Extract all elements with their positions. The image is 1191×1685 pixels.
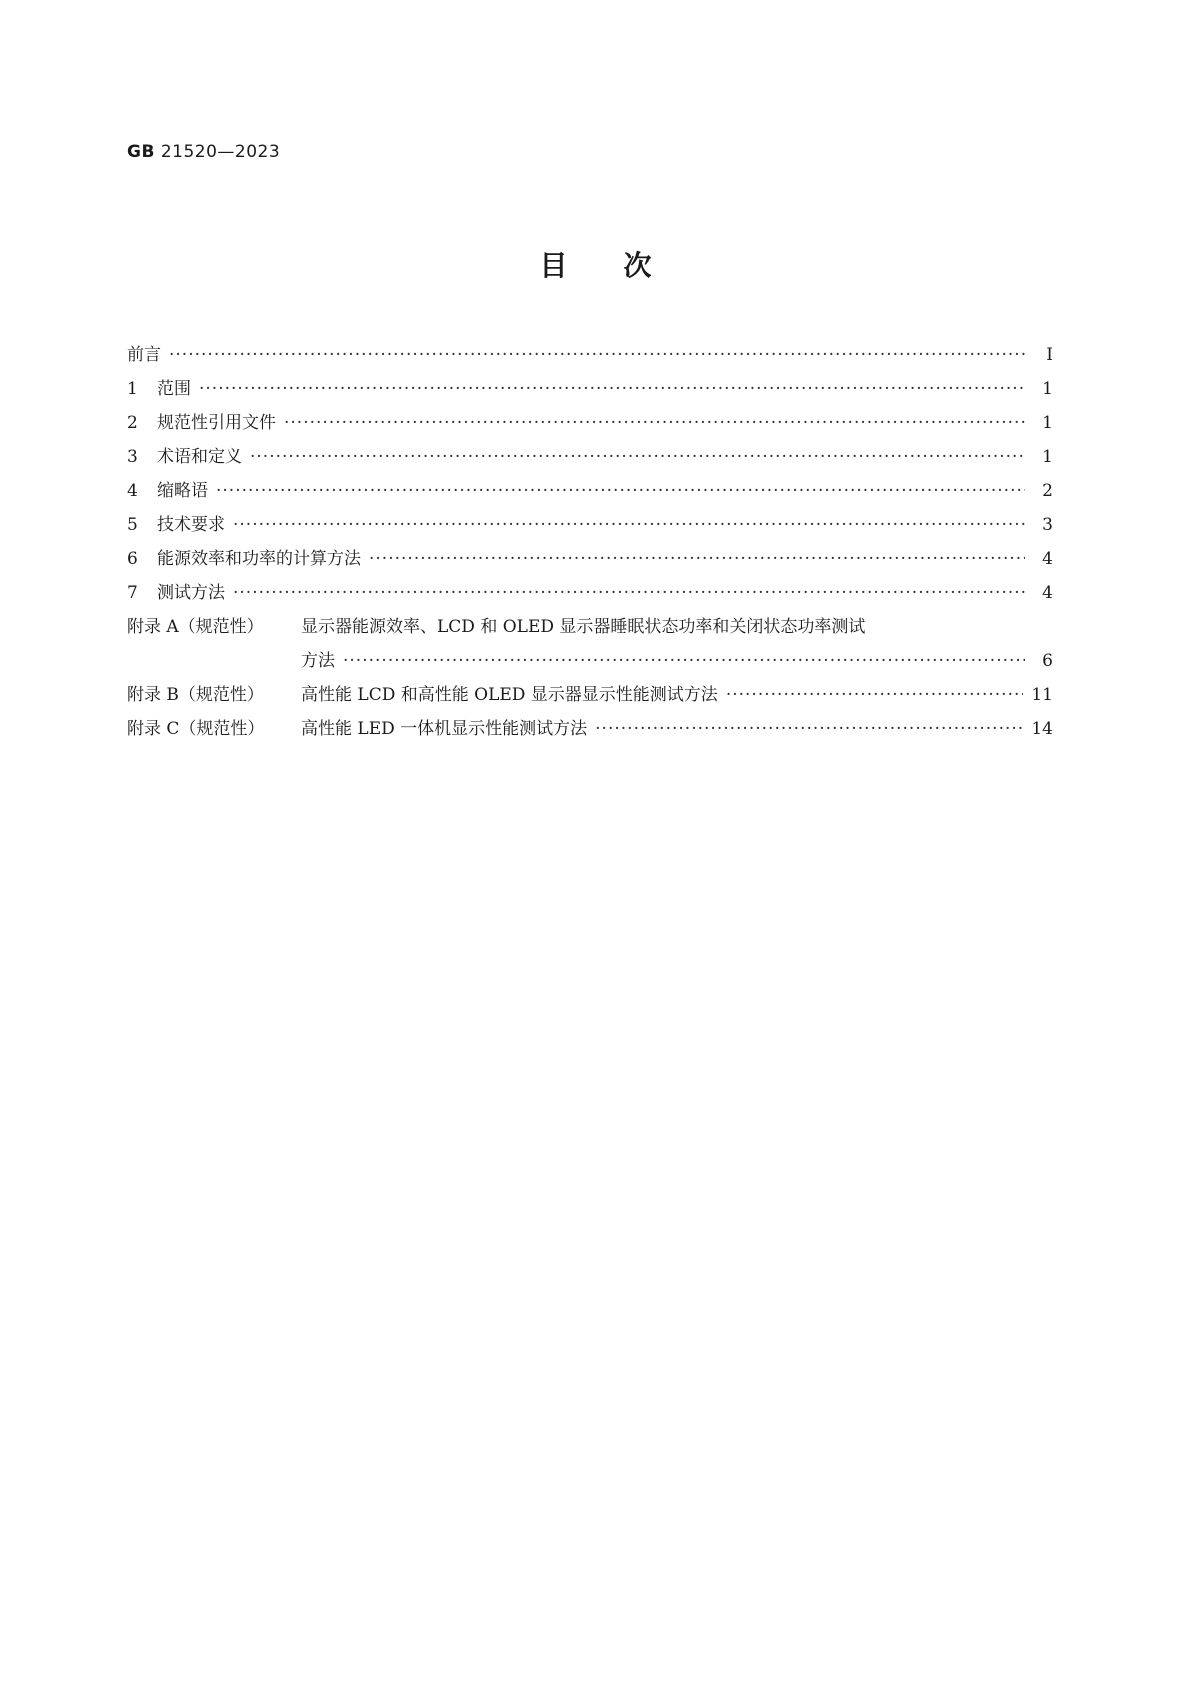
- toc-entry-page: 6: [1042, 651, 1053, 671]
- toc-entry-number: 5: [127, 515, 138, 535]
- toc-entry-calculation-method[interactable]: [127, 544, 1053, 574]
- toc-entry-page: 2: [1042, 481, 1053, 501]
- toc-entry-test-methods[interactable]: [127, 578, 1053, 608]
- toc-entry-annex-a-continued[interactable]: [127, 646, 1053, 676]
- leader-dots: [343, 651, 1025, 671]
- leader-dots: [199, 379, 1025, 399]
- toc-entry-normative-references[interactable]: [127, 408, 1053, 438]
- toc-entry-technical-requirements[interactable]: [127, 510, 1053, 540]
- toc-entry-label: 能源效率和功率的计算方法: [157, 549, 361, 569]
- standard-code: [127, 142, 280, 162]
- leader-dots: [369, 549, 1025, 569]
- toc-entry-page: 1: [1042, 379, 1053, 399]
- toc-entry-annex-a[interactable]: [127, 612, 1053, 642]
- leader-dots: [233, 583, 1025, 603]
- annex-prefix: 附录 A（规范性）: [127, 617, 264, 637]
- toc-entry-page: 4: [1042, 583, 1053, 603]
- leader-dots: [169, 345, 1025, 365]
- toc-entry-abbreviations[interactable]: [127, 476, 1053, 506]
- toc-entry-label: 测试方法: [157, 583, 225, 603]
- toc-entry-label: 范围: [157, 379, 191, 399]
- toc-entry-page: 3: [1042, 515, 1053, 535]
- toc-entry-label: 技术要求: [157, 515, 225, 535]
- toc-entry-number: 2: [127, 413, 138, 433]
- toc-entry-label: 显示器能源效率、LCD 和 OLED 显示器睡眠状态功率和关闭状态功率测试: [301, 617, 866, 637]
- toc-entry-number: 4: [127, 481, 138, 501]
- toc-title-char: 次: [623, 249, 652, 282]
- toc-entry-foreword[interactable]: [127, 340, 1053, 370]
- toc-entry-label: 术语和定义: [157, 447, 242, 467]
- leader-dots: [216, 481, 1025, 501]
- leader-dots: [284, 413, 1025, 433]
- annex-prefix: 附录 B（规范性）: [127, 685, 264, 705]
- toc-entry-number: 1: [127, 379, 138, 399]
- leader-dots: [233, 515, 1025, 535]
- toc-entry-label: 规范性引用文件: [157, 413, 276, 433]
- toc-entry-number: 7: [127, 583, 138, 603]
- toc-entry-label: 方法: [301, 651, 335, 671]
- toc-entry-number: 3: [127, 447, 138, 467]
- toc-entry-page: 4: [1042, 549, 1053, 569]
- toc-entry-annex-c[interactable]: [127, 714, 1053, 744]
- leader-dots: [595, 719, 1023, 739]
- toc-entry-number: 6: [127, 549, 138, 569]
- toc-title-char: 目: [539, 249, 568, 282]
- toc-entry-label: 高性能 LCD 和高性能 OLED 显示器显示性能测试方法: [301, 685, 718, 705]
- standard-prefix: GB: [127, 142, 155, 162]
- toc-entry-annex-b[interactable]: [127, 680, 1053, 710]
- toc-entry-page: Ⅰ: [1046, 345, 1053, 365]
- leader-dots: [250, 447, 1025, 467]
- standard-number: 21520—2023: [160, 142, 281, 162]
- toc-entry-label: 缩略语: [157, 481, 208, 501]
- toc-entry-page: 1: [1042, 447, 1053, 467]
- annex-prefix: 附录 C（规范性）: [127, 719, 265, 739]
- toc-entry-label: 高性能 LED 一体机显示性能测试方法: [301, 719, 588, 739]
- toc-entry-page: 1: [1042, 413, 1053, 433]
- leader-dots: [726, 685, 1024, 705]
- toc-entry-terms-definitions[interactable]: [127, 442, 1053, 472]
- toc-entry-label: 前言: [127, 345, 161, 365]
- toc-title: [0, 244, 1191, 284]
- toc-entry-scope[interactable]: [127, 374, 1053, 404]
- toc-entry-page: 11: [1031, 685, 1053, 705]
- toc-entry-page: 14: [1031, 719, 1053, 739]
